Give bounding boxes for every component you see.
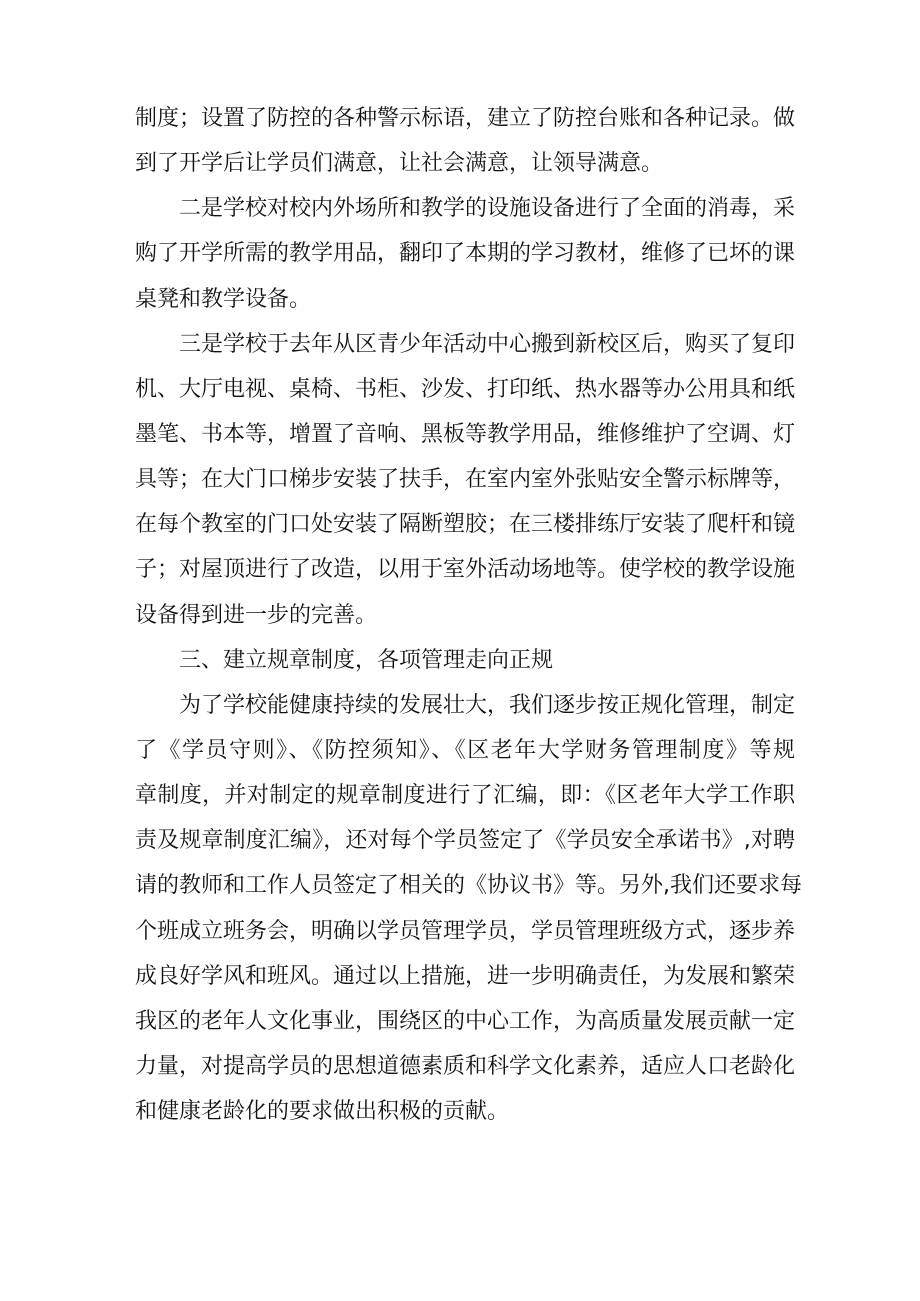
text-line: 到了开学后让学员们满意，让社会满意，让领导满意。 (135, 151, 664, 177)
document-body (135, 96, 802, 1134)
text-line: 力量，对提高学员的思想道德素质和科学文化素养，适应人口老龄化 (135, 1053, 796, 1079)
paragraph-start-line: 为了学校能健康持续的发展壮大，我们逐步按正规化管理，制定 (179, 692, 796, 718)
section-heading: 三、建立规章制度，各项管理走向正规 (179, 647, 554, 673)
paragraph-start-line: 二是学校对校内外场所和教学的设施设备进行了全面的消毒，采 (179, 196, 796, 222)
text-line: 制度；设置了防控的各种警示标语，建立了防控台账和各种记录。做 (135, 106, 796, 131)
text-line: 桌凳和教学设备。 (135, 286, 312, 312)
text-line: 个班成立班务会，明确以学员管理学员，学员管理班级方式，逐步养 (135, 918, 796, 944)
text-line: 责及规章制度汇编》，还对每个学员签定了《学员安全承诺书》,对聘 (135, 828, 795, 854)
text-line: 我区的老年人文化事业，围绕区的中心工作，为高质量发展贡献一定 (135, 1008, 796, 1034)
text-line: 购了开学所需的教学用品，翻印了本期的学习教材，维修了已坏的课 (135, 241, 796, 267)
text-line: 成良好学风和班风。通过以上措施，进一步明确责任，为发展和繁荣 (135, 963, 796, 989)
text-line: 章制度，并对制定的规章制度进行了汇编，即：《区老年大学工作职 (135, 783, 795, 809)
text-line: 墨笔、书本等，增置了音响、黑板等教学用品，维修维护了空调、灯 (135, 421, 796, 447)
text-line: 具等；在大门口梯步安装了扶手，在室内室外张贴安全警示标牌等， (135, 467, 796, 493)
text-line: 子；对屋顶进行了改造，以用于室外活动场地等。使学校的教学设施 (135, 557, 796, 583)
text-line: 请的教师和工作人员签定了相关的《协议书》等。另外,我们还要求每 (135, 873, 802, 899)
text-line: 机、大厅电视、桌椅、书柜、沙发、打印纸、热水器等办公用具和纸 (135, 376, 796, 402)
text-line: 和健康老龄化的要求做出积极的贡献。 (135, 1099, 510, 1125)
text-line: 设备得到进一步的完善。 (135, 602, 378, 628)
text-line: 了《学员守则》、《防控须知》、《区老年大学财务管理制度》等规 (135, 737, 795, 763)
paragraph-start-line: 三是学校于去年从区青少年活动中心搬到新校区后，购买了复印 (179, 331, 796, 357)
text-line: 在每个教室的门口处安装了隔断塑胶；在三楼排练厅安装了爬杆和镜 (135, 512, 796, 538)
